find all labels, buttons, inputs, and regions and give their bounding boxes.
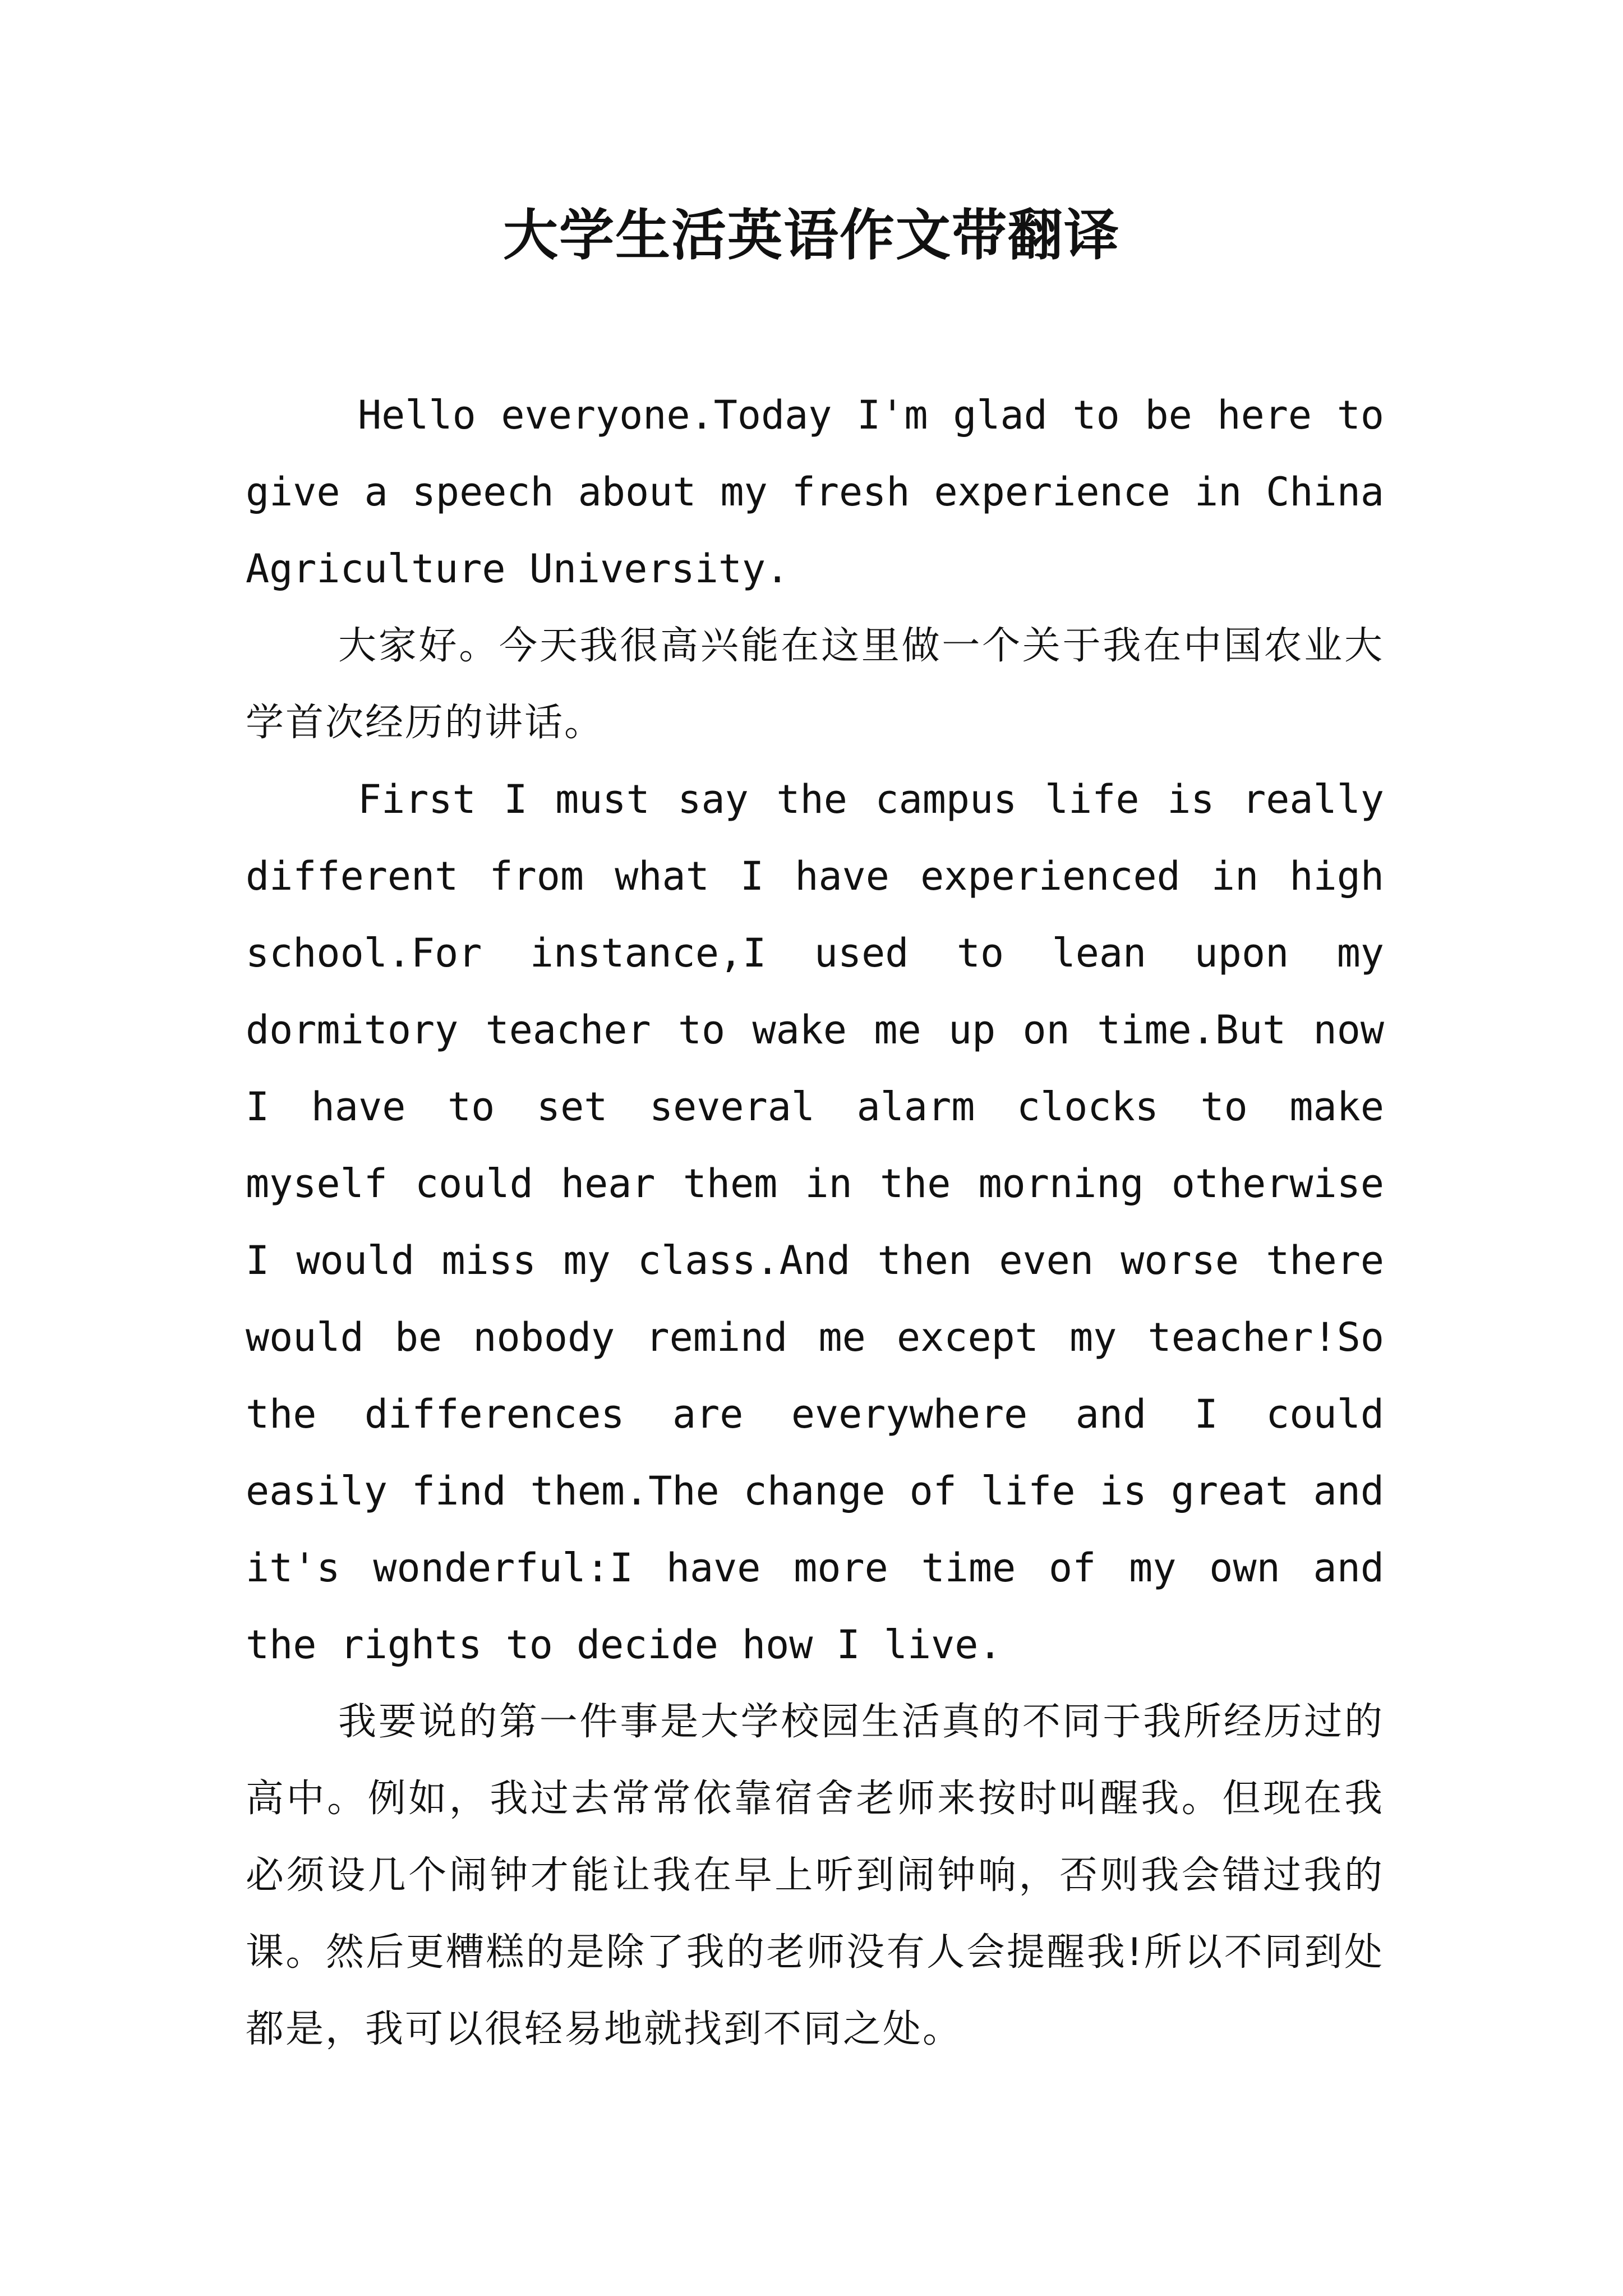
paragraph-english-campus-life: First I must say the campus life is really different from what I have experienced in high school.For instance,I used to lean upon my dormitory teacher to wake me up on time.But now I have to set several alarm clocks to make myself could hear them in the morning otherwise I would miss my class.And then even worse there would be nobody remind me except my teacher!So the differences are everywhere and I could easily find them.The change of life is great and it's wonderful:I have more time of my own and the rights to decide how I live.: [246, 776, 1384, 1668]
paragraph-chinese-intro: 大家好。今天我很高兴能在这里做一个关于我在中国农业大学首次经历的讲话。: [246, 624, 1384, 745]
document-body: [246, 377, 1384, 2068]
paragraph-chinese-campus-life: 我要说的第一件事是大学校园生活真的不同于我所经历过的高中。例如，我过去常常依靠宿舍老师来按时叫醒我。但现在我必须设几个闹钟才能让我在早上听到闹钟响，否则我会错过我的课。然后更糟糕的是除了我的老师没有人会提醒我!所以不同到处都是，我可以很轻易地就找到不同之处。: [246, 1700, 1384, 2051]
paragraph-english-intro: Hello everyone.Today I'm glad to be here to give a speech about my fresh experience in China Agriculture University.: [246, 392, 1384, 592]
document-title: 大学生活英语作文带翻译: [502, 203, 1120, 268]
